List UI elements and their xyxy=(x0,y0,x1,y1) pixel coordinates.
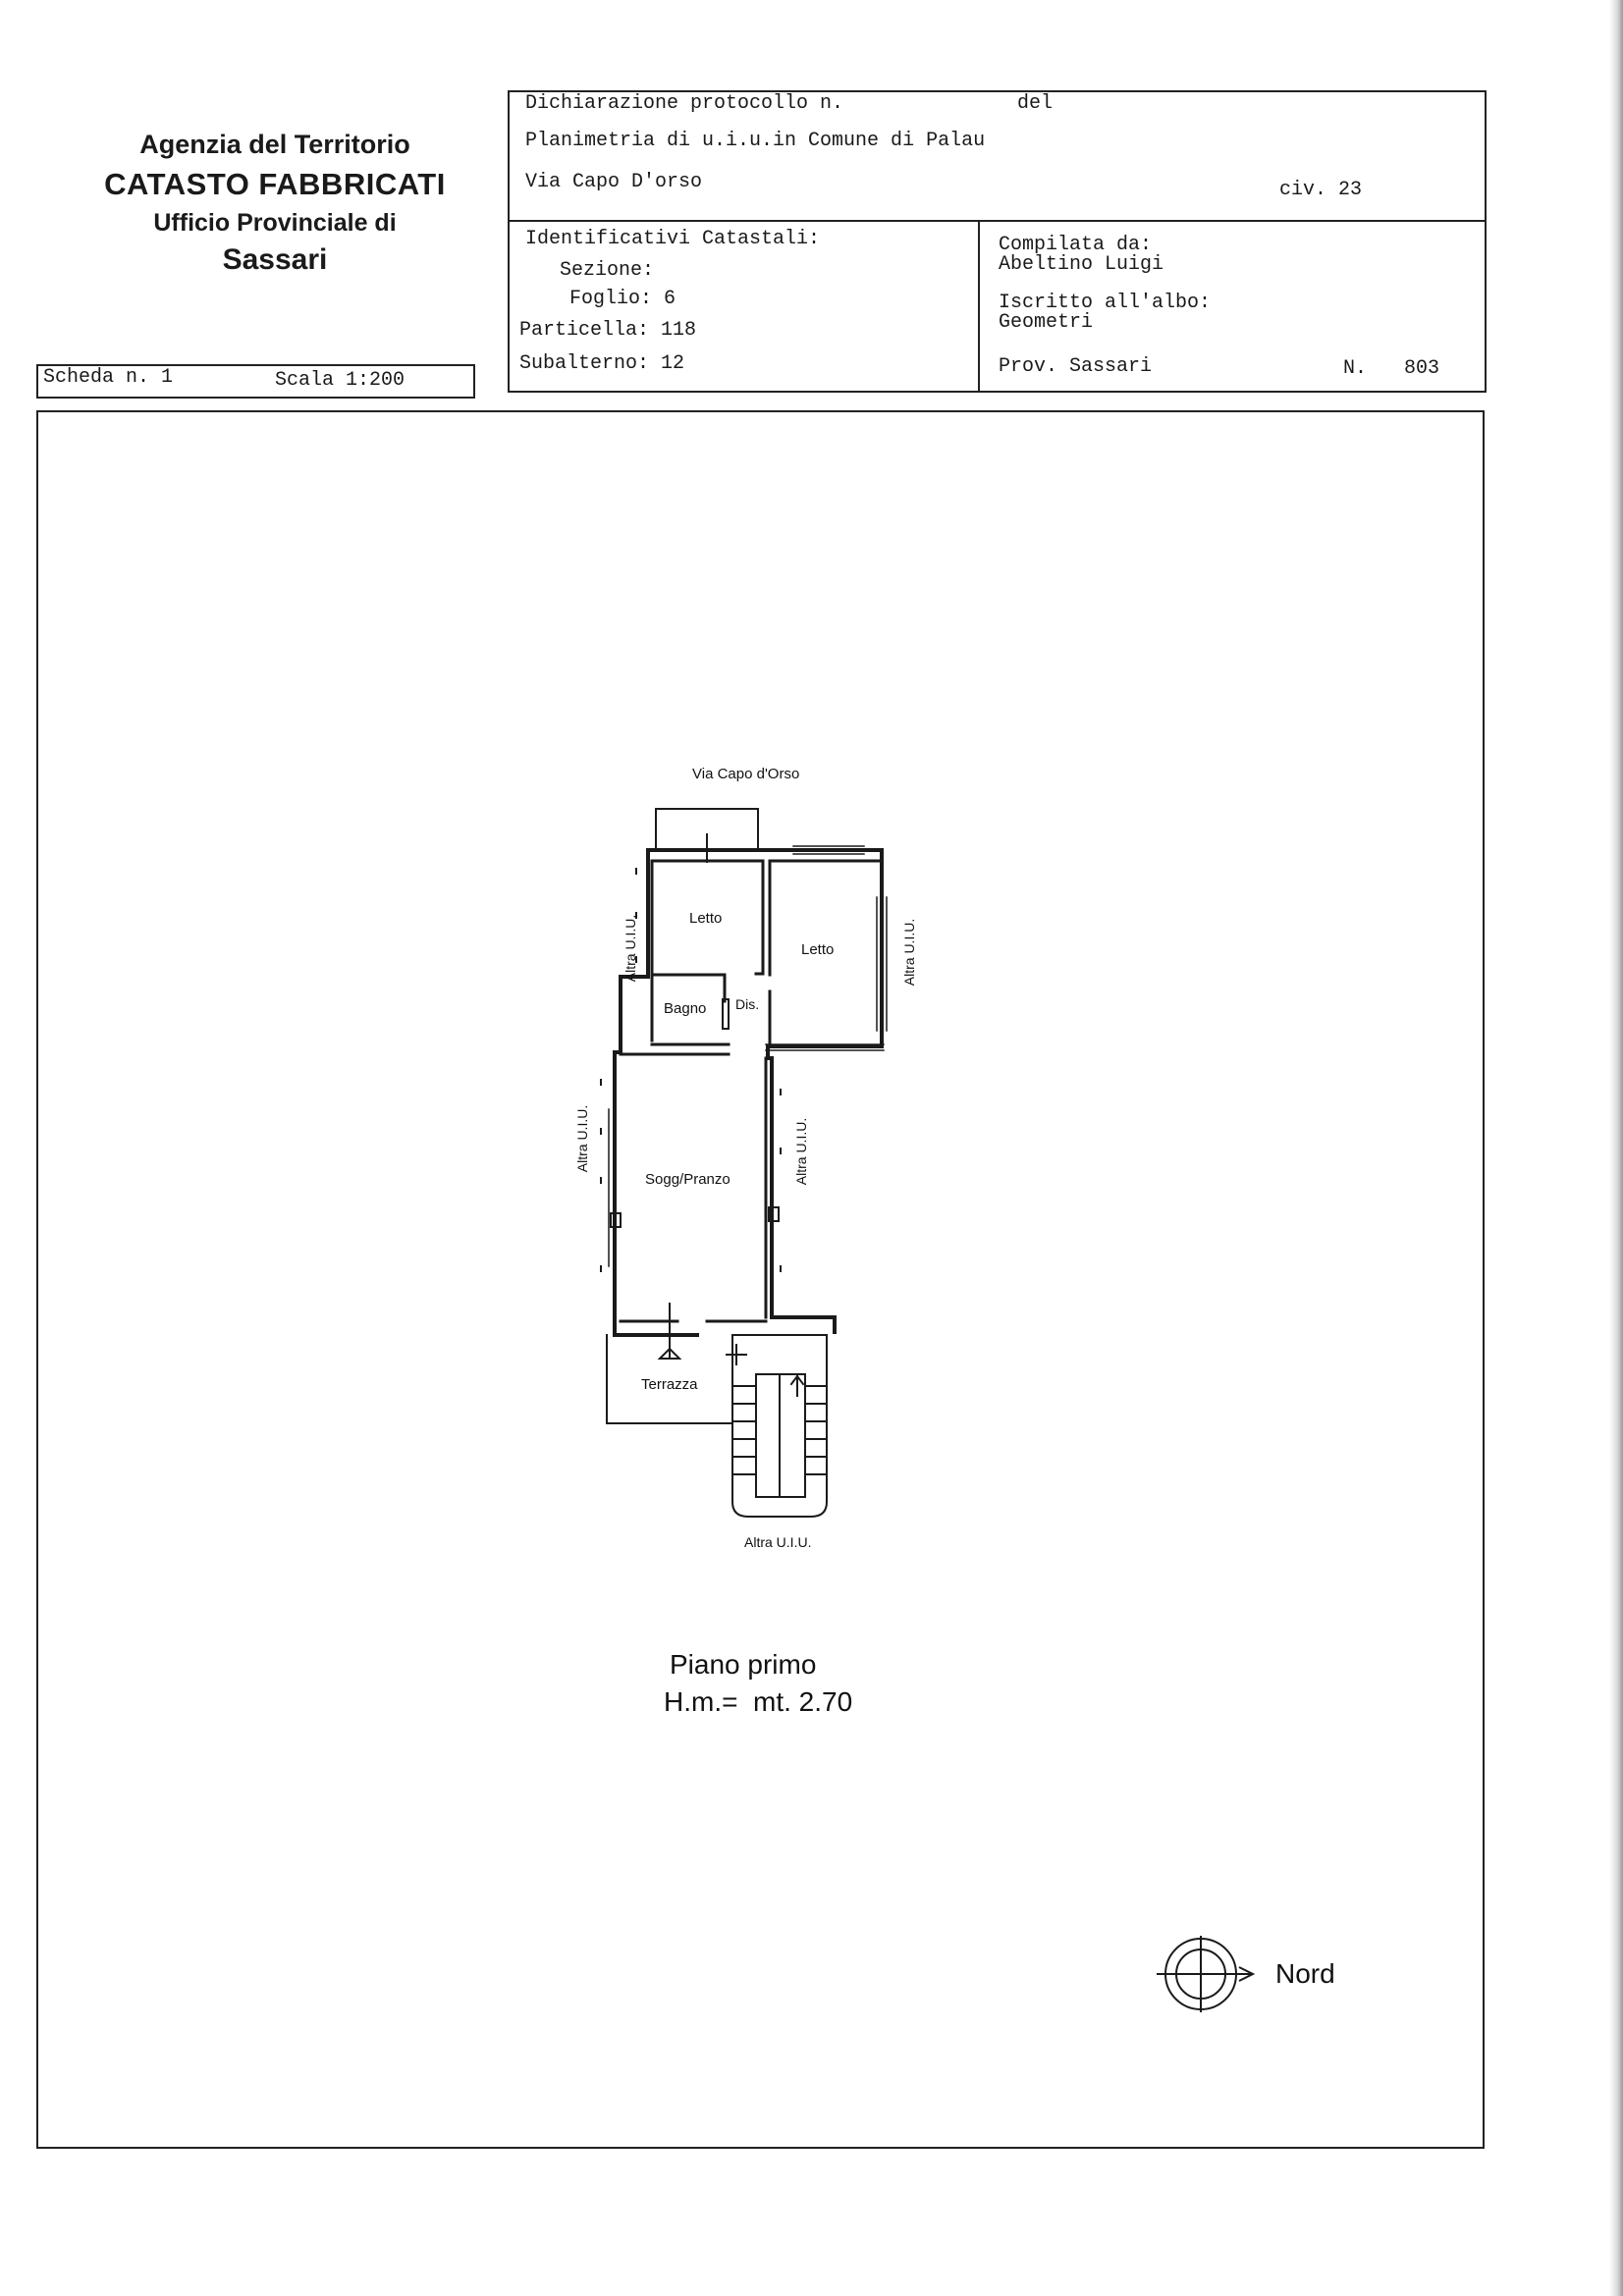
scan-edge xyxy=(1609,0,1623,2296)
via-label: Via Capo D'orso xyxy=(525,171,703,193)
interior-walls xyxy=(621,861,880,1321)
room-label-dis: Dis. xyxy=(735,996,760,1012)
compilatore-name: Abeltino Luigi xyxy=(999,253,1164,276)
altra-uiu-label: Altra U.I.U. xyxy=(574,1104,590,1173)
altra-uiu-label: Altra U.I.U. xyxy=(793,1117,809,1186)
altra-uiu-label: Altra U.I.U. xyxy=(901,918,917,987)
room-label-bagno: Bagno xyxy=(664,1000,707,1017)
altra-uiu-label: Altra U.I.U. xyxy=(622,914,638,983)
identificativi-title: Identificativi Catastali: xyxy=(525,228,821,250)
room-label-letto-1: Letto xyxy=(689,910,723,927)
subalterno-label: Subalterno: 12 xyxy=(519,352,685,375)
street-label: Via Capo d'Orso xyxy=(692,766,800,782)
north-arrow-icon xyxy=(1157,1936,1253,2012)
civico-label: civ. 23 xyxy=(1279,179,1363,201)
north-label: Nord xyxy=(1275,1958,1335,1989)
n-label: N. xyxy=(1343,357,1368,380)
ufficio-city: Sassari xyxy=(222,243,328,276)
exterior-walls xyxy=(615,850,882,1335)
del-label: del xyxy=(1017,92,1054,115)
compilata-label: Compilata da: xyxy=(999,234,1153,256)
altra-uiu-bottom-label: Altra U.I.U. xyxy=(744,1534,812,1550)
sezione-label: Sezione: xyxy=(560,259,655,282)
prov-label: Prov. Sassari xyxy=(999,355,1153,378)
windows xyxy=(609,846,887,1335)
iscritto-label: Iscritto all'albo: xyxy=(999,292,1212,314)
particella-label: Particella: 118 xyxy=(519,319,697,342)
street-balcony xyxy=(656,809,758,862)
room-label-terrazza: Terrazza xyxy=(641,1376,698,1393)
foglio-label: Foglio: 6 xyxy=(569,288,676,310)
dichiarazione-label: Dichiarazione protocollo n. xyxy=(525,92,844,115)
planimetria-label: Planimetria di u.i.u.in Comune di Palau xyxy=(525,130,986,152)
n-value: 803 xyxy=(1404,357,1440,380)
ufficio-label: Ufficio Provinciale di xyxy=(153,209,397,237)
room-label-letto-2: Letto xyxy=(801,941,835,958)
albo-value: Geometri xyxy=(999,311,1094,334)
catasto-title: CATASTO FABBRICATI xyxy=(104,167,446,201)
scala-label: Scala 1:200 xyxy=(275,369,406,392)
room-label-soggiorno: Sogg/Pranzo xyxy=(645,1171,730,1188)
staircase xyxy=(727,1335,827,1517)
floor-height: H.m.= mt. 2.70 xyxy=(664,1686,853,1717)
agency-name: Agenzia del Territorio xyxy=(139,130,410,159)
floor-title: Piano primo xyxy=(670,1649,817,1680)
scheda-label: Scheda n. 1 xyxy=(43,366,174,389)
